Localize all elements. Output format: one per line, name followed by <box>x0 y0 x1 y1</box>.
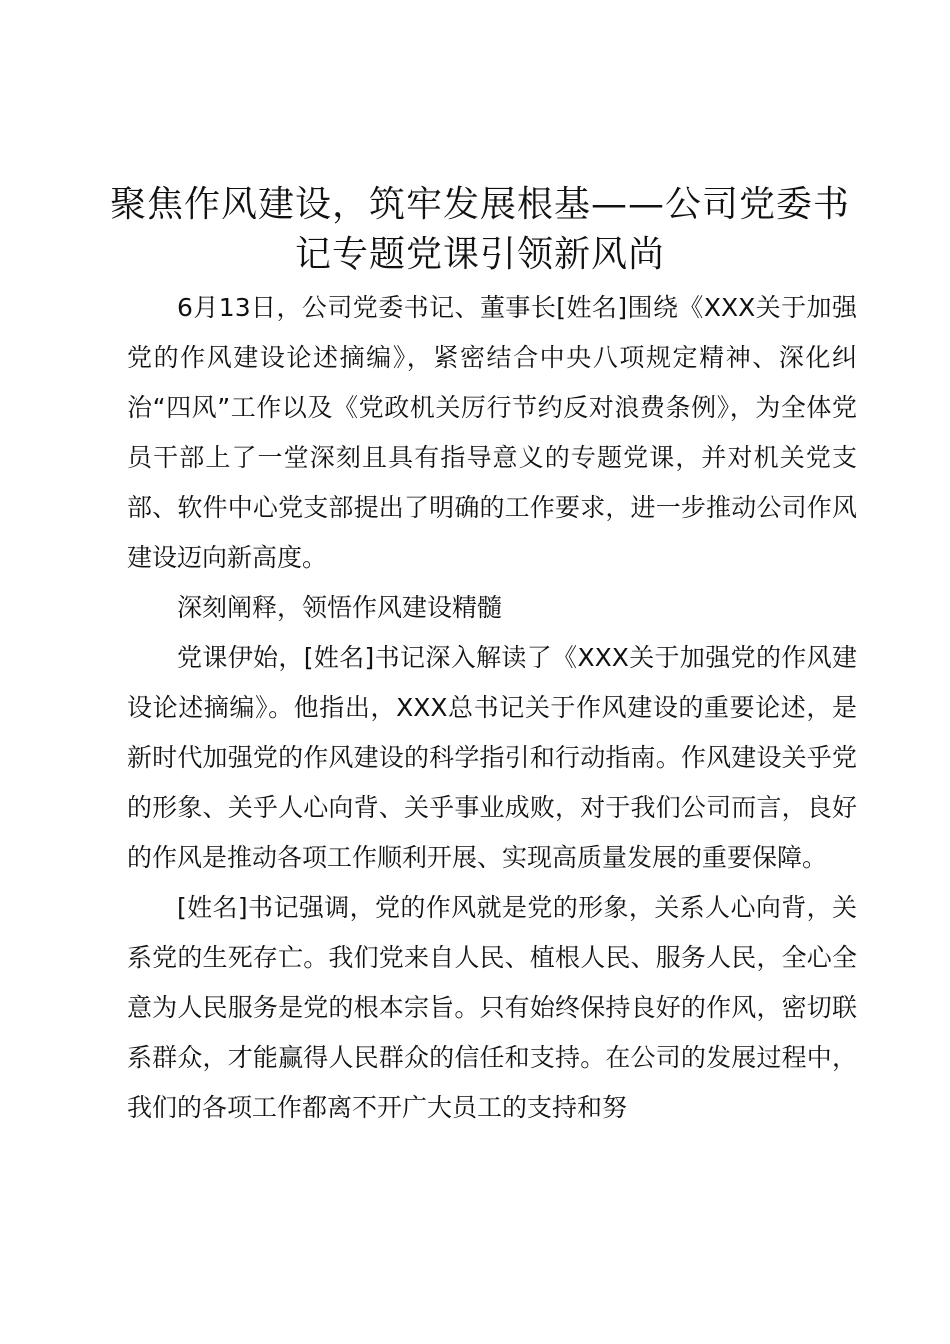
document-body <box>127 283 857 1133</box>
paragraph-interpretation: 党课伊始，[姓名]书记深入解读了《XXX关于加强党的作风建设论述摘编》。他指出，XXX总书记关于作风建设的重要论述，是新时代加强党的作风建设的科学指引和行动指南。作风建设关乎党的形象、关乎人心向背、关乎事业成败，对于我们公司而言，良好的作风是推动各项工作顺利开展、实现高质量发展的重要保障。 <box>127 643 857 872</box>
section-heading: 深刻阐释，领悟作风建设精髓 <box>177 593 503 622</box>
paragraph-emphasis: [姓名]书记强调，党的作风就是党的形象，关系人心向背，关系党的生死存亡。我们党来自人民、植根人民、服务人民，全心全意为人民服务是党的根本宗旨。只有始终保持良好的作风，密切联系群众，才能赢得人民群众的信任和支持。在公司的发展过程中，我们的各项工作都离不开广大员工的支持和努 <box>127 893 857 1122</box>
paragraph-intro: 6月13日，公司党委书记、董事长[姓名]围绕《XXX关于加强党的作风建设论述摘编》，紧密结合中央八项规定精神、深化纠治“四风”工作以及《党政机关厉行节约反对浪费条例》，为全体党员干部上了一堂深刻且具有指导意义的专题党课，并对机关党支部、软件中心党支部提出了明确的工作要求，进一步推动公司作风建设迈向新高度。 <box>127 293 857 572</box>
document-title: 聚焦作风建设，筑牢发展根基——公司党委书记专题党课引领新风尚 <box>110 184 851 275</box>
